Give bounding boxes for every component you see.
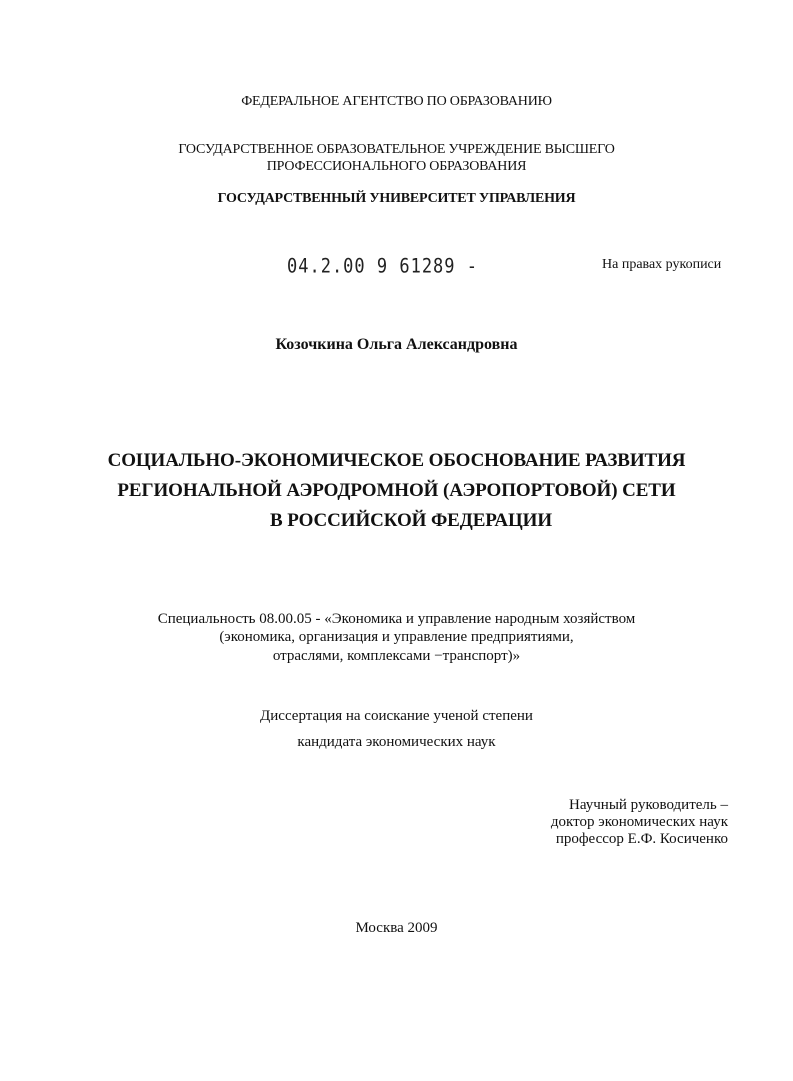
supervisor-block <box>551 797 728 848</box>
supervisor-line-2: доктор экономических наук <box>550 814 728 830</box>
specialty-line-1: Специальность 08.00.05 - «Экономика и управление народным хозяйством <box>157 611 636 627</box>
title-line-2: РЕГИОНАЛЬНОЙ АЭРОДРОМНОЙ (АЭРОПОРТОВОЙ) СЕТИ <box>117 480 676 501</box>
institution-line-2: ПРОФЕССИОНАЛЬНОГО ОБРАЗОВАНИЯ <box>266 159 527 174</box>
title-line-3: В РОССИЙСКОЙ ФЕДЕРАЦИИ <box>270 510 553 531</box>
city-year: Москва 2009 <box>355 920 438 936</box>
manuscript-note: На правах рукописи <box>602 257 722 272</box>
title-line-1: СОЦИАЛЬНО-ЭКОНОМИЧЕСКОЕ ОБОСНОВАНИЕ РАЗВИТИЯ <box>107 450 686 471</box>
institution-line-1: ГОСУДАРСТВЕННОЕ ОБРАЗОВАТЕЛЬНОЕ УЧРЕЖДЕНИЕ ВЫСШЕГО <box>178 142 615 157</box>
degree-line-2: кандидата экономических наук <box>297 734 496 750</box>
specialty-line-2: (экономика, организация и управление предприятиями, <box>219 629 574 645</box>
university-name: ГОСУДАРСТВЕННЫЙ УНИВЕРСИТЕТ УПРАВЛЕНИЯ <box>217 191 576 206</box>
specialty-line-3: отраслями, комплексами −транспорт)» <box>272 648 521 664</box>
degree-line-1: Диссертация на соискание ученой степени <box>260 708 533 724</box>
supervisor-line-3: профессор Е.Ф. Косиченко <box>555 831 728 847</box>
supervisor-line-1: Научный руководитель – <box>569 797 728 813</box>
agency-name: ФЕДЕРАЛЬНОЕ АГЕНТСТВО ПО ОБРАЗОВАНИЮ <box>241 94 552 109</box>
author-name: Козочкина Ольга Александровна <box>275 336 518 353</box>
registration-number: 04.2.00 9 61289 - <box>287 255 478 278</box>
